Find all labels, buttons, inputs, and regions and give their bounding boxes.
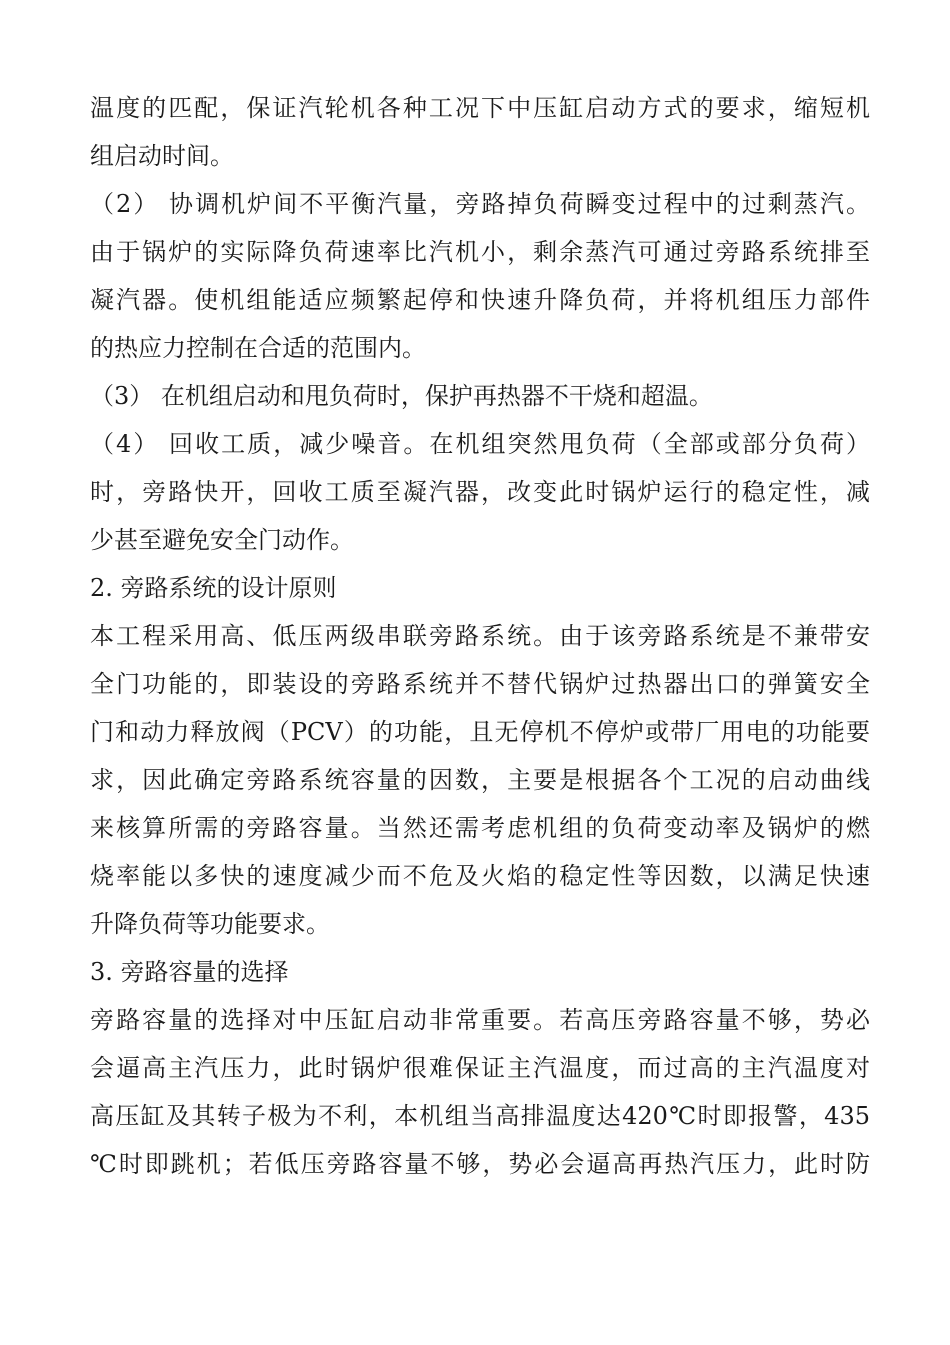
text-line: 本工程采用高、低压两级串联旁路系统。由于该旁路系统是不兼带安 — [90, 622, 870, 650]
text-line: 高压缸及其转子极为不利，本机组当高排温度达420℃时即报警，435 — [90, 1102, 870, 1130]
text-line: 的热应力控制在合适的范围内。 — [90, 334, 426, 362]
text-line: 凝汽器。使机组能适应频繁起停和快速升降负荷，并将机组压力部件 — [90, 286, 870, 314]
text-line: 烧率能以多快的速度减少而不危及火焰的稳定性等因数，以满足快速 — [90, 862, 870, 890]
text-line: 少甚至避免安全门动作。 — [90, 526, 354, 554]
text-line: 升降负荷等功能要求。 — [90, 910, 330, 938]
text-line: 旁路容量的选择对中压缸启动非常重要。若高压旁路容量不够，势必 — [90, 1006, 870, 1034]
text-line: 求，因此确定旁路系统容量的因数，主要是根据各个工况的启动曲线 — [90, 766, 870, 794]
text-line: 时，旁路快开，回收工质至凝汽器，改变此时锅炉运行的稳定性，减 — [90, 478, 870, 506]
section-heading: 3. 旁路容量的选择 — [90, 958, 289, 986]
text-line: 由于锅炉的实际降负荷速率比汽机小，剩余蒸汽可通过旁路系统排至 — [90, 238, 870, 266]
text-line: 温度的匹配，保证汽轮机各种工况下中压缸启动方式的要求，缩短机 — [90, 94, 870, 122]
text-line: （2） 协调机炉间不平衡汽量，旁路掉负荷瞬变过程中的过剩蒸汽。 — [90, 190, 870, 218]
text-line: 门和动力释放阀（PCV）的功能，且无停机不停炉或带厂用电的功能要 — [90, 718, 870, 746]
text-line: 来核算所需的旁路容量。当然还需考虑机组的负荷变动率及锅炉的燃 — [90, 814, 870, 842]
text-line: 会逼高主汽压力，此时锅炉很难保证主汽温度，而过高的主汽温度对 — [90, 1054, 870, 1082]
text-line: （3） 在机组启动和甩负荷时，保护再热器不干烧和超温。 — [90, 382, 713, 410]
section-heading: 2. 旁路系统的设计原则 — [90, 574, 337, 602]
text-line: ℃时即跳机；若低压旁路容量不够，势必会逼高再热汽压力，此时防 — [90, 1150, 870, 1178]
document-body — [90, 84, 870, 1188]
text-line: （4） 回收工质，减少噪音。在机组突然甩负荷（全部或部分负荷） — [90, 430, 870, 458]
text-line: 组启动时间。 — [90, 142, 234, 170]
text-line: 全门功能的，即装设的旁路系统并不替代锅炉过热器出口的弹簧安全 — [90, 670, 870, 698]
